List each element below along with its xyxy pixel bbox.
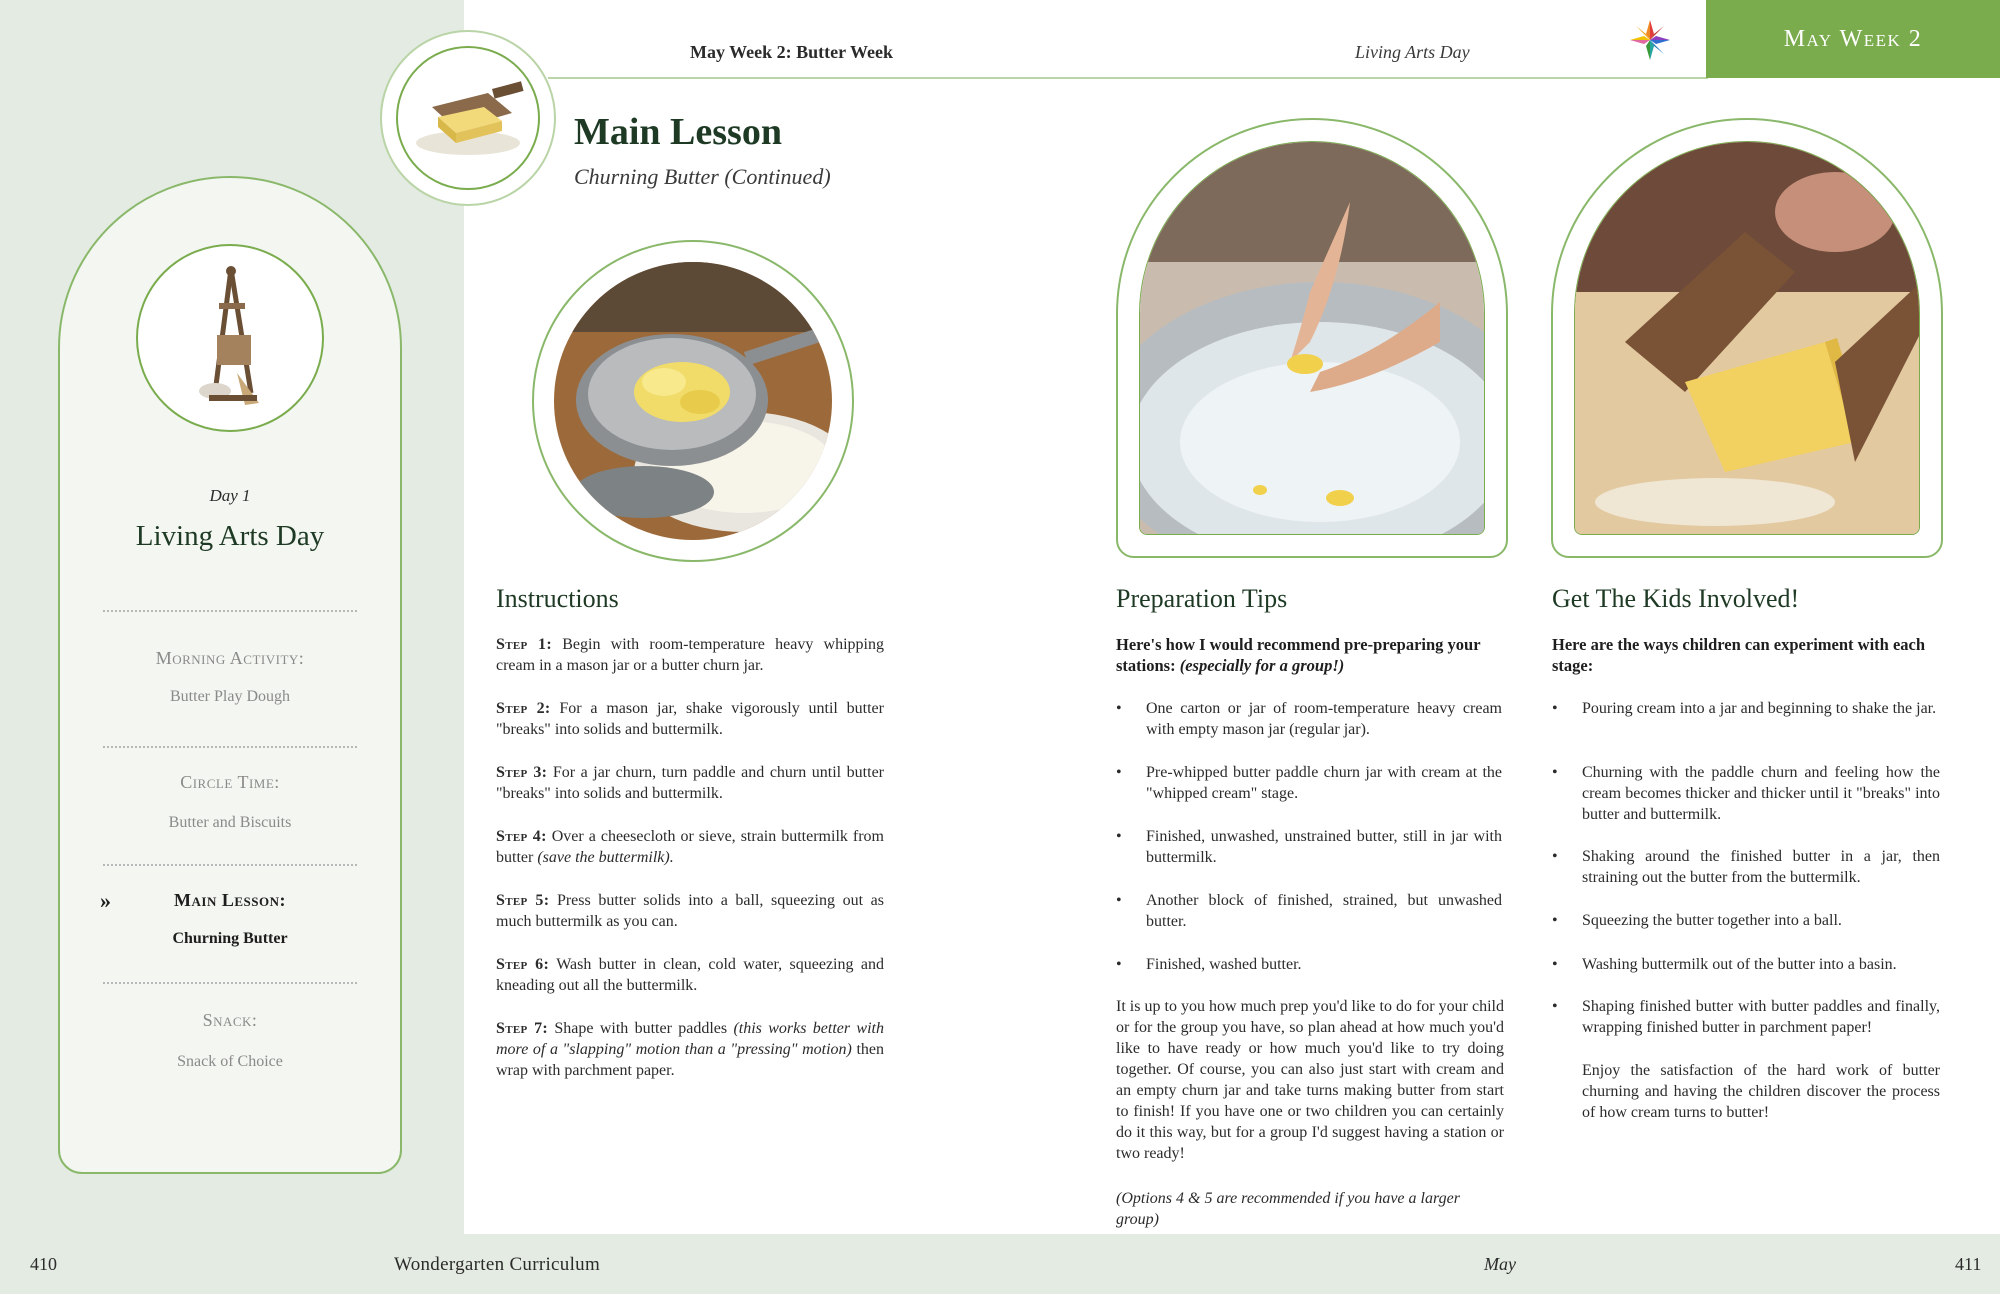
header-week-title: May Week 2: Butter Week (690, 42, 893, 62)
sidebar-section-label: Snack: (202, 1010, 258, 1030)
instruction-step: Step 2: For a mason jar, shake vigorously until butter "breaks" into solids and buttermilk. (496, 700, 884, 738)
star-logo-icon (1628, 18, 1672, 62)
active-section-chevron-icon: » (100, 888, 107, 913)
prep-tips-heading: Preparation Tips (1116, 584, 1288, 613)
week-tab: May Week 2 (1706, 0, 2000, 78)
prep-list-item: • Finished, unwashed, unstrained butter, still in jar with buttermilk. (1116, 828, 1502, 866)
footer-month: May (1484, 1254, 1516, 1274)
sidebar-section-label-active: Main Lesson: (174, 890, 286, 910)
washing-photo-window (1139, 141, 1485, 535)
sidebar-day-label: Day 1 (209, 486, 251, 505)
kids-list-item: • Churning with the paddle churn and feeling how the cream becomes thicker and thicker until it "breaks" into butter and buttermilk. (1552, 764, 1940, 823)
kids-list-item: • Pouring cream into a jar and beginning to shake the jar. (1552, 700, 1937, 717)
kids-list-item: • Squeezing the butter together into a ball. (1552, 912, 1842, 929)
prep-list-item: • Finished, washed butter. (1116, 956, 1302, 973)
kids-closing-paragraph: Enjoy the satisfaction of the hard work of butter churning and having the children discover the process of how cream turns to butter! (1582, 1062, 1940, 1121)
header-divider (548, 77, 1708, 79)
washing-butter-photo (1140, 142, 1485, 535)
paddle-photo-window (1574, 141, 1920, 535)
sidebar-section-value: Butter Play Dough (170, 688, 290, 705)
kids-involved-intro: Here are the ways children can experiment with each stage: (1552, 635, 1926, 675)
sidebar-divider (103, 864, 357, 866)
prep-tips-intro: Here's how I would recommend pre-preparing your stations: (especially for a group!) (1116, 635, 1481, 675)
sidebar-section-label: Circle Time: (180, 772, 280, 792)
sidebar-icon-frame (136, 244, 324, 432)
instruction-step: Step 3: For a jar churn, turn paddle and churn until butter "breaks" into solids and buttermilk. (496, 764, 884, 802)
kids-involved-heading: Get The Kids Involved! (1552, 584, 1800, 613)
sidebar-section-value-active: Churning Butter (172, 930, 288, 947)
instruction-step: Step 1: Begin with room-temperature heavy whipping cream in a mason jar or a butter churn jar. (496, 636, 884, 674)
sidebar-section-value: Butter and Biscuits (168, 814, 292, 831)
sidebar-section-value: Snack of Choice (177, 1053, 283, 1070)
kids-list-item: • Washing buttermilk out of the butter into a basin. (1552, 956, 1897, 973)
main-lesson-title: Main Lesson (574, 111, 782, 153)
header-day-title: Living Arts Day (1355, 42, 1470, 62)
strainer-butter-photo (554, 262, 832, 540)
instruction-step: Step 7: Shape with butter paddles (this works better with more of a "slapping" motion than a "pressing" motion) then wrap with parchment paper. (496, 1020, 884, 1079)
sidebar-title: Living Arts Day (135, 520, 325, 552)
instruction-step: Step 5: Press butter solids into a ball, squeezing out as much buttermilk as you can. (496, 892, 884, 930)
page-number-left: 410 (30, 1254, 57, 1274)
instructions-heading: Instructions (496, 584, 619, 613)
sidebar-divider (103, 610, 357, 612)
prep-list-item: • One carton or jar of room-temperature heavy cream with empty mason jar (regular jar). (1116, 700, 1502, 738)
butter-churn-icon (175, 263, 285, 413)
lesson-icon-frame (380, 30, 556, 206)
sidebar-section-label: Morning Activity: (155, 648, 305, 668)
kids-list-item: • Shaping finished butter with butter paddles and finally, wrapping finished butter in parchment paper! (1552, 998, 1940, 1036)
sidebar-divider (103, 746, 357, 748)
main-lesson-subtitle: Churning Butter (Continued) (574, 164, 831, 189)
butter-block-icon (408, 73, 528, 163)
sidebar-divider (103, 982, 357, 984)
prep-paragraph: It is up to you how much prep you'd like to do for your child or for the group you have, so plan ahead at how much you'd like to have ready or how much you'd like to try doing together. Of course, you can also just start with cream and an empty churn jar and take turns making butter from start to finish! If you have one or two children you can certainly do it this way, but for a group I'd suggest having a station or two ready! (1116, 998, 1504, 1162)
kids-list-item: • Shaking around the finished butter in a jar, then straining out the butter from the buttermilk. (1552, 848, 1940, 886)
page-number-right: 411 (1955, 1254, 1982, 1274)
instruction-step: Step 4: Over a cheesecloth or sieve, strain buttermilk from butter (save the buttermilk). (496, 828, 885, 866)
prep-list-item: • Pre-whipped butter paddle churn jar with cream at the "whipped cream" stage. (1116, 764, 1502, 802)
prep-list-item: • Another block of finished, strained, but unwashed butter. (1116, 892, 1502, 930)
butter-paddles-photo (1575, 142, 1920, 535)
strainer-photo-frame (532, 240, 854, 562)
page-footer (0, 1234, 2000, 1294)
prep-footnote: (Options 4 & 5 are recommended if you have a larger group) (1116, 1190, 1460, 1228)
instruction-step: Step 6: Wash butter in clean, cold water, squeezing and kneading out all the buttermilk. (496, 956, 884, 994)
book-title: Wondergarten Curriculum (394, 1254, 601, 1275)
